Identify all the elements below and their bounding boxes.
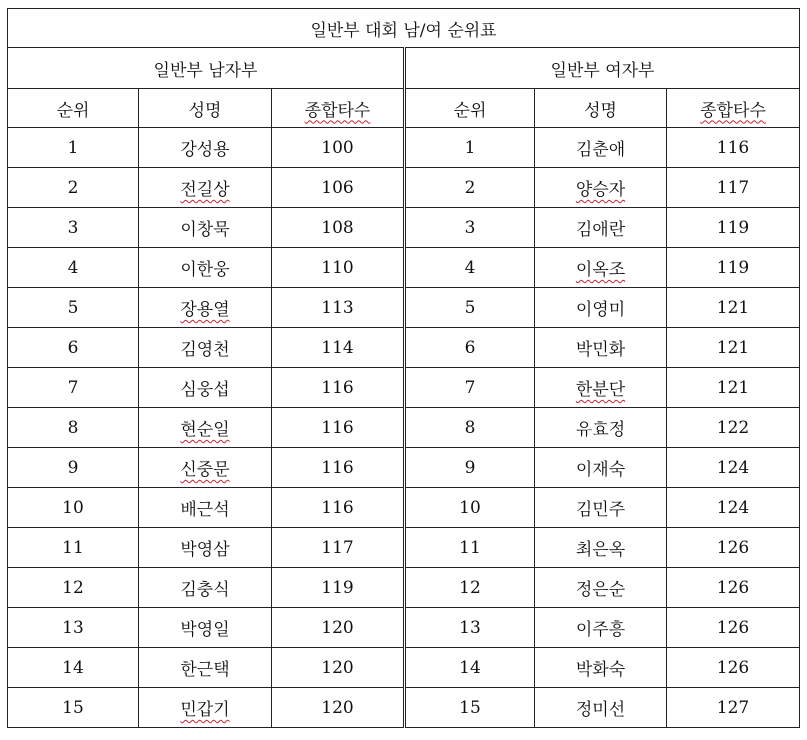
women-name-cell: 박화숙 <box>535 648 667 688</box>
men-rank-cell: 9 <box>8 448 139 488</box>
women-name-cell <box>535 168 667 208</box>
women-score-cell: 119 <box>667 248 800 288</box>
men-name-cell-text: 현순일 <box>180 420 230 440</box>
ranking-table <box>7 8 800 728</box>
table-title: 일반부 대회 남/여 순위표 <box>8 9 800 48</box>
men-score-cell: 108 <box>272 208 405 248</box>
men-rank-cell: 6 <box>8 328 139 368</box>
women-score-cell: 126 <box>667 528 800 568</box>
table-row <box>8 248 800 288</box>
women-score-cell: 119 <box>667 208 800 248</box>
women-name-header: 성명 <box>535 89 667 128</box>
women-score-cell: 124 <box>667 488 800 528</box>
women-name-cell-text: 이옥조 <box>575 260 626 280</box>
men-name-cell: 한근택 <box>139 648 272 688</box>
men-rank-cell: 15 <box>8 688 139 728</box>
men-score-cell: 116 <box>272 488 405 528</box>
women-score-cell: 126 <box>667 648 800 688</box>
column-header-row <box>8 89 800 128</box>
men-name-cell <box>139 448 272 488</box>
women-name-cell: 최은옥 <box>535 528 667 568</box>
men-name-cell-text: 민갑기 <box>180 700 230 720</box>
women-rank-cell: 10 <box>405 488 535 528</box>
women-rank-cell: 1 <box>405 128 535 168</box>
men-rank-cell: 14 <box>8 648 139 688</box>
table-row <box>8 488 800 528</box>
women-score-cell: 126 <box>667 568 800 608</box>
women-score-cell: 121 <box>667 328 800 368</box>
men-name-cell: 배근석 <box>139 488 272 528</box>
table-row <box>8 648 800 688</box>
women-score-cell: 126 <box>667 608 800 648</box>
men-score-cell: 116 <box>272 408 405 448</box>
men-score-cell: 116 <box>272 368 405 408</box>
men-name-cell: 이한웅 <box>139 248 272 288</box>
men-name-cell: 강성용 <box>139 128 272 168</box>
women-score-cell: 121 <box>667 368 800 408</box>
women-rank-cell: 15 <box>405 688 535 728</box>
men-score-header-text: 종합타수 <box>304 100 371 121</box>
table-row <box>8 168 800 208</box>
men-score-cell: 117 <box>272 528 405 568</box>
women-name-cell: 이재숙 <box>535 448 667 488</box>
men-name-cell-text: 장용열 <box>180 300 230 320</box>
men-rank-cell: 12 <box>8 568 139 608</box>
women-rank-cell: 14 <box>405 648 535 688</box>
women-name-cell: 김민주 <box>535 488 667 528</box>
women-rank-cell: 8 <box>405 408 535 448</box>
women-rank-cell: 9 <box>405 448 535 488</box>
men-name-cell <box>139 288 272 328</box>
table-row <box>8 288 800 328</box>
women-name-cell: 김애란 <box>535 208 667 248</box>
women-rank-cell: 6 <box>405 328 535 368</box>
women-name-cell: 정은순 <box>535 568 667 608</box>
women-score-cell: 124 <box>667 448 800 488</box>
men-name-cell: 김충식 <box>139 568 272 608</box>
women-score-cell: 121 <box>667 288 800 328</box>
table-row <box>8 568 800 608</box>
men-score-cell: 106 <box>272 168 405 208</box>
women-rank-cell: 2 <box>405 168 535 208</box>
men-name-cell-text: 전길상 <box>180 180 230 200</box>
women-name-cell: 유효정 <box>535 408 667 448</box>
women-rank-cell: 11 <box>405 528 535 568</box>
men-score-cell: 120 <box>272 648 405 688</box>
men-name-header: 성명 <box>139 89 272 128</box>
men-score-cell: 114 <box>272 328 405 368</box>
men-score-cell: 119 <box>272 568 405 608</box>
title-row <box>8 9 800 48</box>
section-row <box>8 48 800 89</box>
women-score-cell: 117 <box>667 168 800 208</box>
men-section-label: 일반부 남자부 <box>8 48 405 89</box>
women-score-cell: 116 <box>667 128 800 168</box>
women-name-cell-text: 양승자 <box>575 180 626 200</box>
women-name-cell: 정미선 <box>535 688 667 728</box>
ranking-sheet <box>7 8 799 728</box>
men-rank-cell: 3 <box>8 208 139 248</box>
men-score-cell: 120 <box>272 608 405 648</box>
men-name-cell-text: 신중문 <box>180 460 230 480</box>
women-name-cell <box>535 248 667 288</box>
table-row <box>8 328 800 368</box>
women-rank-cell: 5 <box>405 288 535 328</box>
women-name-cell-text: 한분단 <box>575 380 626 400</box>
women-section-label: 일반부 여자부 <box>405 48 800 89</box>
women-rank-cell: 4 <box>405 248 535 288</box>
men-rank-header: 순위 <box>8 89 139 128</box>
women-score-header-text: 종합타수 <box>700 100 766 121</box>
women-score-cell: 127 <box>667 688 800 728</box>
men-rank-cell: 8 <box>8 408 139 448</box>
men-rank-cell: 11 <box>8 528 139 568</box>
men-score-cell: 113 <box>272 288 405 328</box>
men-score-cell: 116 <box>272 448 405 488</box>
table-row <box>8 448 800 488</box>
women-name-cell: 이주흥 <box>535 608 667 648</box>
women-name-cell <box>535 368 667 408</box>
table-row <box>8 688 800 728</box>
table-row <box>8 608 800 648</box>
men-name-cell: 박영삼 <box>139 528 272 568</box>
men-score-cell: 100 <box>272 128 405 168</box>
men-name-cell <box>139 408 272 448</box>
men-rank-cell: 5 <box>8 288 139 328</box>
men-name-cell: 이창묵 <box>139 208 272 248</box>
men-score-cell: 110 <box>272 248 405 288</box>
men-rank-cell: 4 <box>8 248 139 288</box>
men-rank-cell: 2 <box>8 168 139 208</box>
men-name-cell: 심웅섭 <box>139 368 272 408</box>
men-score-cell: 120 <box>272 688 405 728</box>
table-row <box>8 368 800 408</box>
men-rank-cell: 13 <box>8 608 139 648</box>
women-name-cell: 박민화 <box>535 328 667 368</box>
men-name-cell: 김영천 <box>139 328 272 368</box>
table-row <box>8 528 800 568</box>
table-row <box>8 208 800 248</box>
women-rank-header: 순위 <box>405 89 535 128</box>
men-name-cell <box>139 168 272 208</box>
men-rank-cell: 7 <box>8 368 139 408</box>
women-score-cell: 122 <box>667 408 800 448</box>
women-name-cell: 이영미 <box>535 288 667 328</box>
women-rank-cell: 13 <box>405 608 535 648</box>
women-rank-cell: 12 <box>405 568 535 608</box>
women-rank-cell: 7 <box>405 368 535 408</box>
table-row <box>8 408 800 448</box>
men-name-cell <box>139 688 272 728</box>
women-rank-cell: 3 <box>405 208 535 248</box>
men-rank-cell: 10 <box>8 488 139 528</box>
men-score-header <box>272 89 405 128</box>
men-name-cell: 박영일 <box>139 608 272 648</box>
men-rank-cell: 1 <box>8 128 139 168</box>
table-row <box>8 128 800 168</box>
women-name-cell: 김춘애 <box>535 128 667 168</box>
women-score-header <box>667 89 800 128</box>
